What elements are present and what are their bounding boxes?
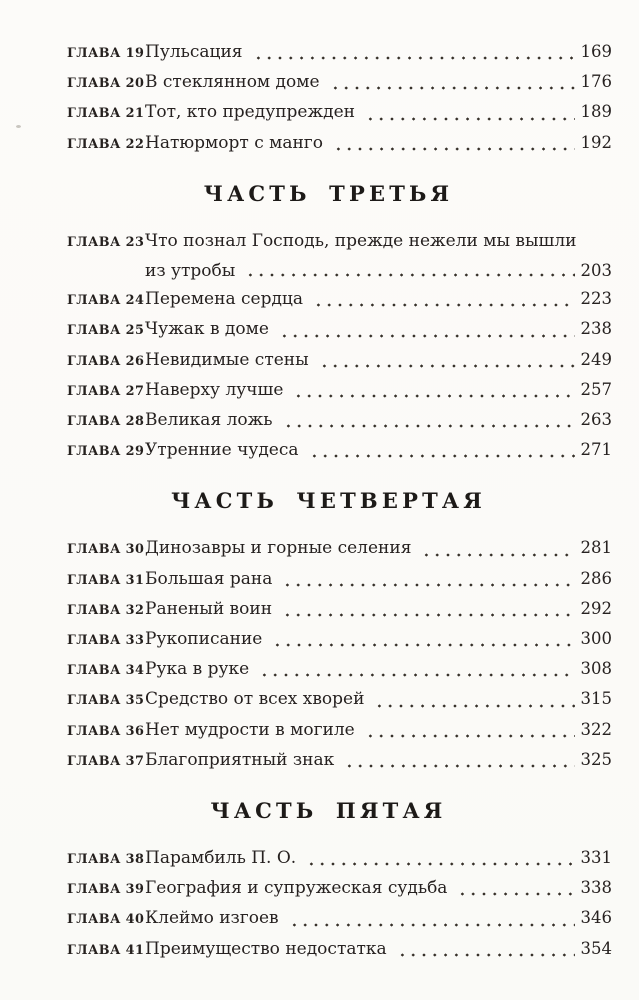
page-number: 203 <box>580 261 612 281</box>
toc-entry <box>67 436 612 466</box>
dot-leader <box>291 376 574 406</box>
part-heading: ЧАСТЬ ПЯТАЯ <box>210 798 447 824</box>
chapter-title: Наверху лучше <box>145 379 284 400</box>
dot-leader <box>307 436 575 466</box>
page-number: 315 <box>580 689 612 709</box>
page-number: 300 <box>580 629 612 649</box>
chapter-label: ГЛАВА 21 <box>67 106 145 122</box>
chapter-label: ГЛАВА 26 <box>67 353 145 369</box>
page-number: 322 <box>580 719 612 739</box>
chapter-label: ГЛАВА 40 <box>67 912 145 928</box>
scan-speck <box>16 125 21 128</box>
dot-leader <box>243 257 574 285</box>
chapter-label: ГЛАВА 27 <box>67 383 145 399</box>
chapter-title: Утренние чудеса <box>145 440 299 461</box>
dot-leader <box>281 406 575 436</box>
chapter-label: ГЛАВА 28 <box>67 414 145 430</box>
toc-entry <box>67 285 612 315</box>
chapter-title: из утробы <box>145 261 236 282</box>
chapter-title: Средство от всех хворей <box>145 689 365 710</box>
chapter-label: ГЛАВА 22 <box>67 136 145 152</box>
dot-leader <box>455 874 574 904</box>
page-number: 189 <box>580 102 612 122</box>
dot-leader <box>280 565 574 595</box>
page-number: 176 <box>580 72 612 92</box>
chapter-label: ГЛАВА 36 <box>67 723 145 739</box>
page-number: 169 <box>580 42 612 61</box>
toc-entry <box>67 257 612 285</box>
toc-entry <box>67 534 612 564</box>
dot-leader <box>372 685 574 715</box>
page-number: 308 <box>580 659 612 679</box>
chapter-title: Тот, кто предупрежден <box>145 102 355 123</box>
chapter-title: Перемена сердца <box>145 289 303 310</box>
toc-entry <box>67 935 612 965</box>
dot-leader <box>280 595 574 625</box>
chapter-title: Динозавры и горные селения <box>145 538 412 559</box>
chapter-title: В стеклянном доме <box>145 72 320 93</box>
dot-leader <box>304 844 574 874</box>
page-number: 223 <box>580 289 612 309</box>
dot-leader <box>277 315 575 345</box>
part-heading: ЧАСТЬ ЧЕТВЕРТАЯ <box>171 488 486 514</box>
chapter-label: ГЛАВА 34 <box>67 663 145 679</box>
page-number: 192 <box>580 132 612 152</box>
page-number: 331 <box>580 848 612 868</box>
page-number: 249 <box>580 349 612 369</box>
chapter-label: ГЛАВА 32 <box>67 602 145 618</box>
dot-leader <box>311 285 575 315</box>
chapter-label: ГЛАВА 19 <box>67 46 145 61</box>
page-number: 281 <box>580 538 612 558</box>
chapter-label: ГЛАВА 35 <box>67 693 145 709</box>
chapter-label: ГЛАВА 33 <box>67 633 145 649</box>
chapter-label: ГЛАВА 25 <box>67 323 145 339</box>
dot-leader <box>287 904 575 934</box>
dot-leader <box>395 935 575 965</box>
dot-leader <box>328 68 575 98</box>
toc-entry <box>67 874 612 904</box>
dot-leader <box>363 98 575 128</box>
chapter-title: Парамбиль П. О. <box>145 848 297 869</box>
page-number: 292 <box>580 598 612 618</box>
toc-entry <box>67 38 612 68</box>
toc-entry <box>67 376 612 406</box>
chapter-title: Чужак в доме <box>145 319 269 340</box>
chapter-title: Благоприятный знак <box>145 749 335 770</box>
page-number: 286 <box>580 568 612 588</box>
toc-entry <box>67 68 612 98</box>
page-number: 271 <box>580 440 612 460</box>
chapter-label: ГЛАВА 41 <box>67 942 145 958</box>
toc-entry <box>67 315 612 345</box>
chapter-title: Рука в руке <box>145 659 250 680</box>
page-number: 346 <box>580 908 612 928</box>
toc-entry <box>67 716 612 746</box>
chapter-title: Большая рана <box>145 568 273 589</box>
toc-entry <box>67 746 612 776</box>
chapter-title: Нет мудрости в могиле <box>145 719 355 740</box>
page-number: 238 <box>580 319 612 339</box>
chapter-title: География и супружеская судьба <box>145 878 448 899</box>
toc-entry <box>67 595 612 625</box>
chapter-label: ГЛАВА 37 <box>67 753 145 769</box>
toc-entry <box>67 685 612 715</box>
dot-leader <box>342 746 574 776</box>
part-heading: ЧАСТЬ ТРЕТЬЯ <box>203 180 454 206</box>
toc-entry <box>67 406 612 436</box>
dot-leader <box>363 716 575 746</box>
chapter-label: ГЛАВА 23 <box>67 234 145 250</box>
dot-leader <box>419 534 574 564</box>
dot-leader <box>331 129 575 159</box>
dot-leader <box>251 38 575 68</box>
chapter-title: Пульсация <box>145 42 243 62</box>
toc-entry <box>67 565 612 595</box>
dot-leader <box>270 625 574 655</box>
chapter-label: ГЛАВА 38 <box>67 852 145 868</box>
dot-leader <box>257 655 574 685</box>
chapter-title: Рукописание <box>145 629 263 650</box>
page-number: 257 <box>580 379 612 399</box>
page-number: 338 <box>580 878 612 898</box>
page-number: 325 <box>580 749 612 769</box>
chapter-title: Великая ложь <box>145 410 273 431</box>
toc-entry <box>67 655 612 685</box>
chapter-label: ГЛАВА 20 <box>67 76 145 92</box>
toc-entry <box>67 844 612 874</box>
toc-entry <box>67 625 612 655</box>
page-number: 354 <box>580 938 612 958</box>
dot-leader <box>317 346 575 376</box>
toc-entry <box>67 227 612 257</box>
chapter-label: ГЛАВА 30 <box>67 542 145 558</box>
chapter-title: Что познал Господь, прежде нежели мы вышли <box>145 230 577 251</box>
chapter-label: ГЛАВА 24 <box>67 293 145 309</box>
chapter-title: Преимущество недостатка <box>145 938 387 959</box>
toc-entry <box>67 904 612 934</box>
page-number: 263 <box>580 410 612 430</box>
chapter-label: ГЛАВА 31 <box>67 572 145 588</box>
toc-entry <box>67 346 612 376</box>
chapter-title: Раненый воин <box>145 598 273 619</box>
toc-entry <box>67 98 612 128</box>
chapter-title: Натюрморт с манго <box>145 132 323 153</box>
toc-entry <box>67 129 612 159</box>
chapter-label: ГЛАВА 29 <box>67 444 145 460</box>
chapter-label: ГЛАВА 39 <box>67 882 145 898</box>
chapter-title: Невидимые стены <box>145 349 309 370</box>
chapter-title: Клеймо изгоев <box>145 908 279 929</box>
